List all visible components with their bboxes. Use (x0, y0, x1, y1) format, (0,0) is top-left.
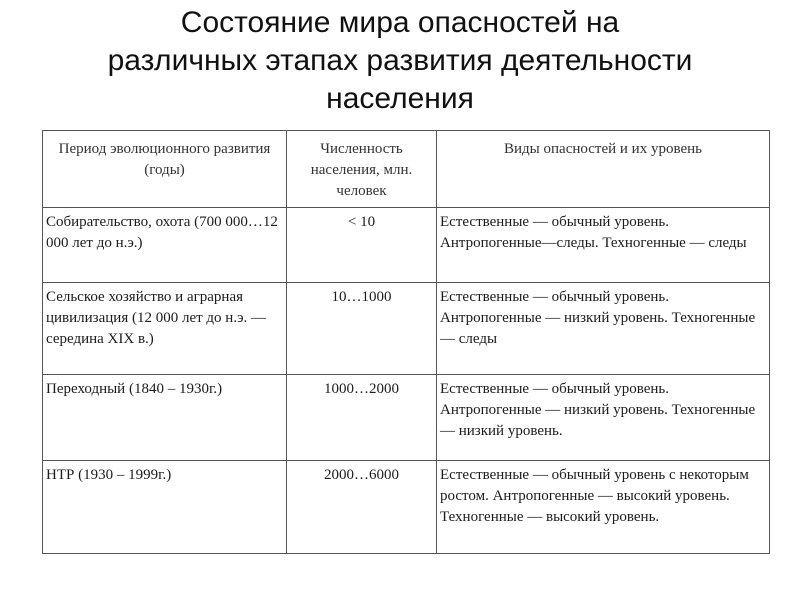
cell-hazards: Естественные — обычный уровень. Антропогенные — низкий уровень. Техногенные — следы (437, 283, 770, 375)
slide-title-line-3: населения (326, 82, 474, 115)
cell-population: 1000…2000 (287, 375, 437, 461)
slide-title (0, 4, 800, 118)
cell-period: Переходный (1840 – 1930г.) (43, 375, 287, 461)
table-row (43, 375, 770, 461)
column-header-population: Численность населения, млн. человек (287, 131, 437, 208)
cell-population: 2000…6000 (287, 461, 437, 554)
cell-population: 10…1000 (287, 283, 437, 375)
cell-period: Собирательство, охота (700 000…12 000 лет до н.э.) (43, 208, 287, 283)
column-header-period: Период эволюционного развития (годы) (43, 131, 287, 208)
cell-hazards: Естественные — обычный уровень с некоторым ростом. Антропогенные — высокий уровень. Техногенные — высокий уровень. (437, 461, 770, 554)
table-row (43, 283, 770, 375)
column-header-hazards: Виды опасностей и их уровень (437, 131, 770, 208)
table-row (43, 461, 770, 554)
slide-title-line-1: Состояние мира опасностей на (180, 6, 620, 39)
cell-hazards: Естественные — обычный уровень. Антропогенные — низкий уровень. Техногенные — низкий уровень. (437, 375, 770, 461)
table-header-row (43, 131, 770, 208)
cell-period: Сельское хозяйство и аграрная цивилизация (12 000 лет до н.э. — середина XIX в.) (43, 283, 287, 375)
hazards-table (42, 130, 770, 554)
cell-population: < 10 (287, 208, 437, 283)
cell-hazards: Естественные — обычный уровень. Антропогенные—следы. Техногенные — следы (437, 208, 770, 283)
cell-period: НТР (1930 – 1999г.) (43, 461, 287, 554)
slide-title-line-2: различных этапах развития деятельности (107, 44, 693, 77)
table-row (43, 208, 770, 283)
